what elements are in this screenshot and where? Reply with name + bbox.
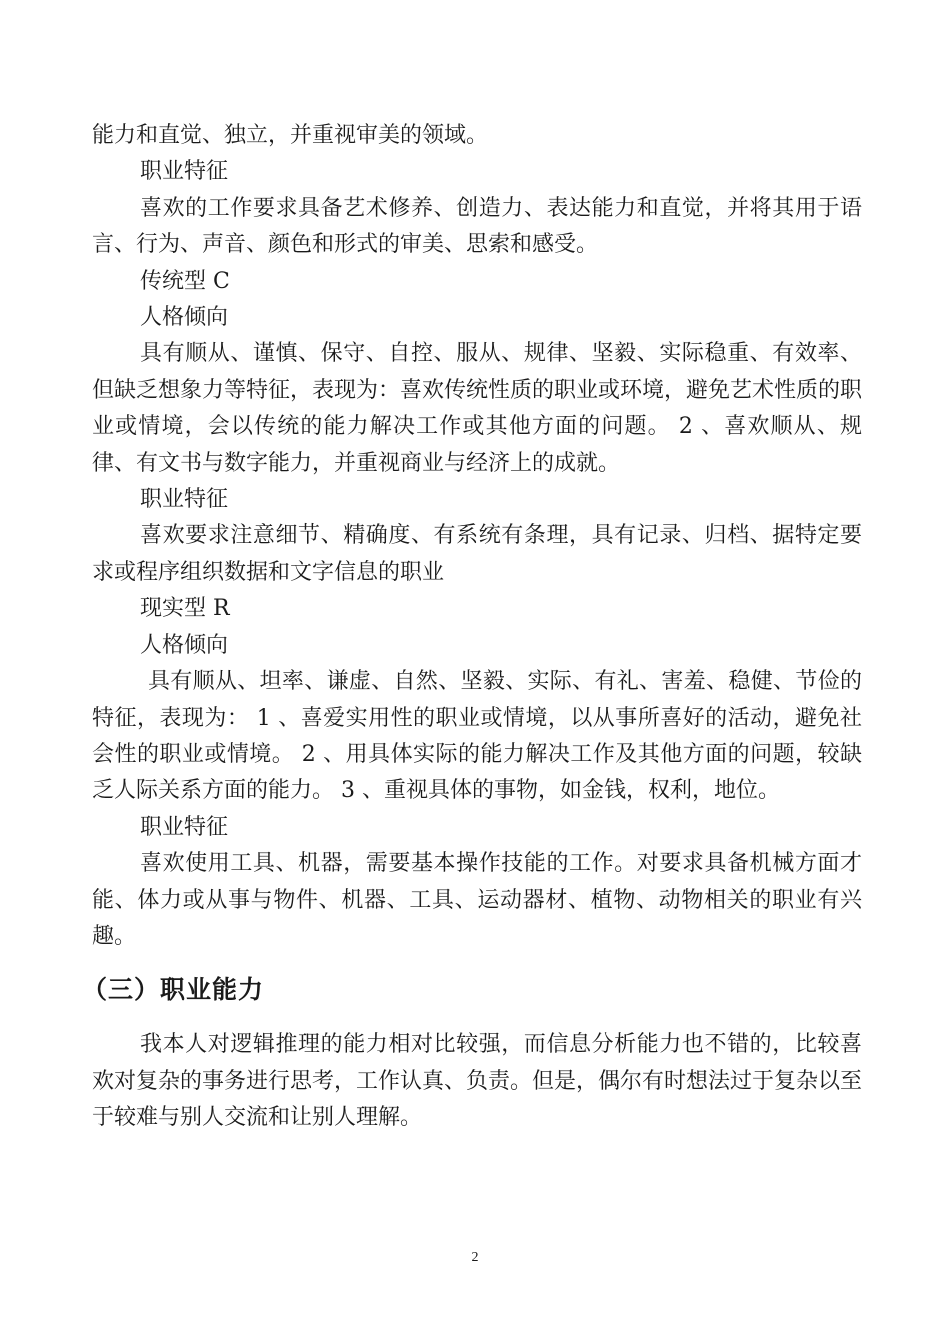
document-body [82, 118, 863, 1137]
paragraph-conventional-personality: 具有顺从、谨慎、保守、自控、服从、规律、坚毅、实际稳重、有效率、但缺乏想象力等特征，表现为：喜欢传统性质的职业或环境，避免艺术性质的职业或情境，会以传统的能力解决工作或其他方面的问题。 2 、喜欢顺从、规律、有文书与数字能力，并重视商业与经济上的成就。 [92, 341, 863, 476]
paragraph-artistic-traits: 喜欢的工作要求具备艺术修养、创造力、表达能力和直觉，并将其用于语言、行为、声音、颜色和形式的审美、思索和感受。 [92, 195, 862, 258]
subheading-personality: 人格倾向 [140, 305, 229, 331]
subheading-career-traits: 职业特征 [140, 487, 229, 513]
subheading-career-traits: 职业特征 [140, 814, 229, 840]
paragraph-realistic-personality: 具有顺从、坦率、谦虚、自然、坚毅、实际、有礼、害羞、稳健、节俭的特征，表现为： 1 、喜爱实用性的职业或情境，以从事所喜好的活动，避免社会性的职业或情境。 2 、用具体实际的能力解决工作及其他方面的问题，较缺乏人际关系方面的能力。 3 、重视具体的事物，如金钱，权利，地位。 [92, 669, 862, 804]
paragraph-realistic-traits: 喜欢使用工具、机器，需要基本操作技能的工作。对要求具备机械方面才能、体力或从事与物件、机器、工具、运动器材、植物、动物相关的职业有兴趣。 [92, 851, 862, 949]
paragraph-conventional-traits: 喜欢要求注意细节、精确度、有系统有条理，具有记录、归档、据特定要求或程序组织数据和文字信息的职业 [92, 523, 862, 585]
type-heading-realistic: 现实型 R [140, 596, 230, 622]
paragraph-career-ability: 我本人对逻辑推理的能力相对比较强，而信息分析能力也不错的，比较喜欢对复杂的事务进行思考，工作认真、负责。但是，偶尔有时想法过于复杂以至于较难与别人交流和让别人理解。 [92, 1032, 863, 1131]
subheading-career-traits: 职业特征 [140, 159, 229, 185]
page-number: 2 [471, 1250, 479, 1265]
subheading-personality: 人格倾向 [140, 632, 229, 658]
type-heading-conventional: 传统型 C [140, 268, 230, 294]
paragraph-continuation: 能力和直觉、独立，并重视审美的领域。 [92, 123, 489, 148]
section-heading-career-ability: （三）职业能力 [82, 975, 265, 1005]
